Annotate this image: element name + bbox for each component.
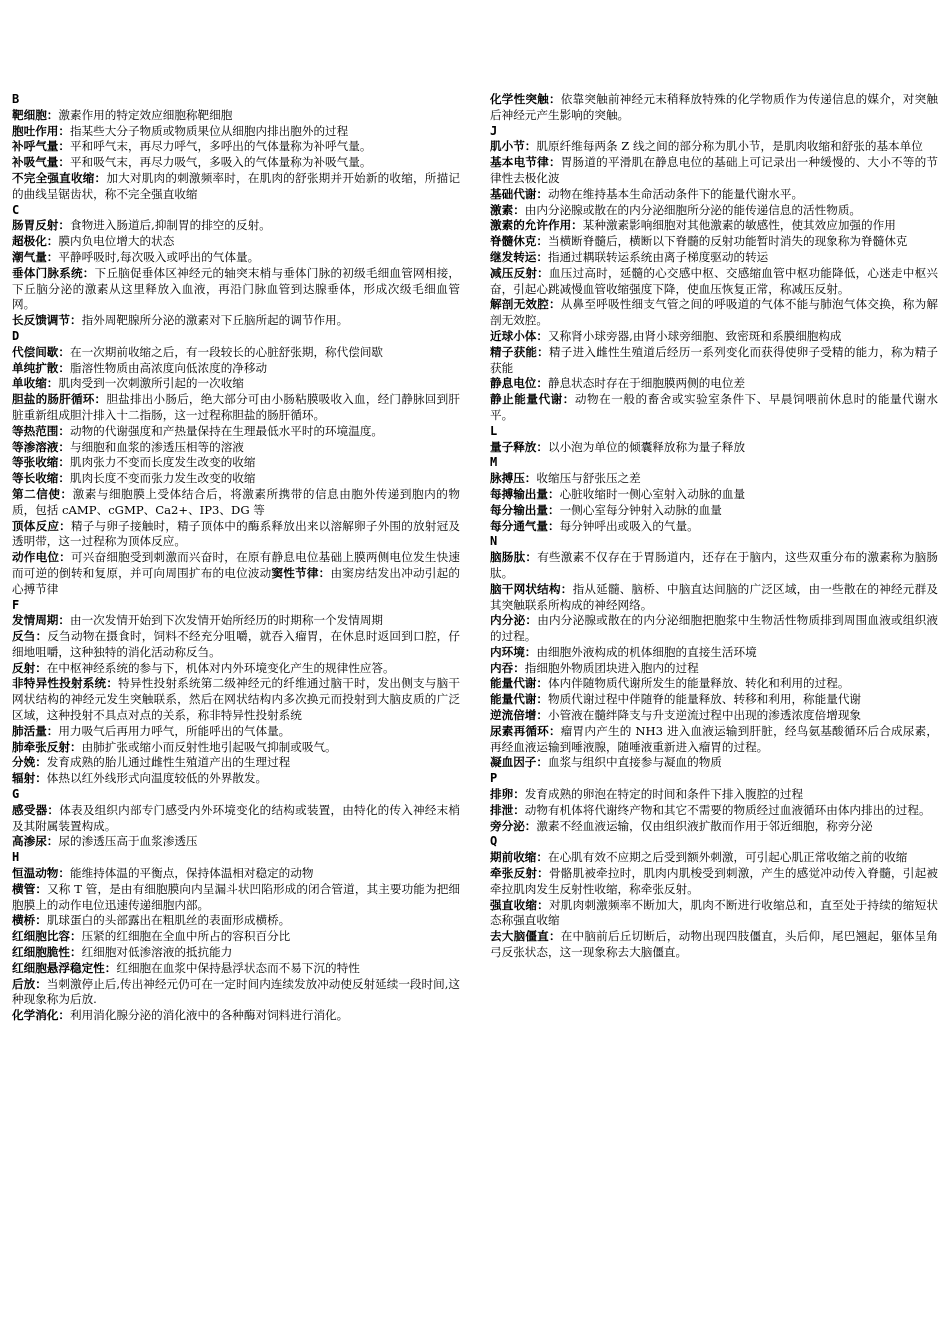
glossary-entry	[12, 740, 460, 756]
entry-term: 内吞：	[490, 660, 525, 675]
entry-term: 旁分泌：	[490, 818, 537, 833]
glossary-entry	[490, 645, 938, 661]
entry-definition: 由一次发情开始到下次发情开始所经历的时期称一个发情周期	[69, 613, 384, 628]
entry-term: 不完全强直收缩：	[12, 170, 107, 185]
entry-definition: 精子进入雌性生殖道后经历一系列变化而获得使卵子受精的能力，称为精子获能	[490, 344, 938, 375]
entry-definition: 依靠突触前神经元末稍释放特殊的化学物质作为传递信息的媒介，对突触后神经元产生影响的突触。	[490, 92, 938, 122]
entry-term: 强直收缩：	[490, 897, 549, 912]
entry-definition: 有些激素不仅存在于胃肠道内，还存在于脑内，这些双重分布的激素称为脑肠肽。	[490, 550, 938, 580]
entry-term: 胞吐作用：	[12, 123, 70, 138]
glossary-entry	[490, 218, 938, 234]
glossary-entry	[12, 977, 460, 1009]
glossary-entry	[12, 961, 460, 977]
entry-term: 分娩：	[12, 755, 47, 770]
glossary-entry	[490, 519, 938, 535]
entry-definition: 物质代谢过程中伴随脊的能量释放、转移和利用，称能量代谢	[547, 692, 862, 707]
entry-definition: 平和吸气末，再尽力吸气，多吸入的气体量称为补吸气量。	[69, 155, 372, 170]
entry-term: 排卵：	[490, 787, 525, 802]
entry-term: 红细胞脆性：	[12, 945, 82, 960]
entry-term: 继发转运：	[490, 249, 548, 264]
glossary-entry	[12, 139, 460, 155]
entry-definition: 骨骼肌被牵拉时，肌肉内肌梭受到刺激，产生的感觉冲动传入脊髓，引起被牵拉肌肉发生反射性收缩，称牵张反射。	[490, 866, 938, 896]
entry-term: 补吸气量：	[12, 155, 70, 170]
entry-term: 单收缩：	[12, 376, 59, 391]
glossary-entry	[490, 676, 938, 692]
glossary-entry	[12, 913, 460, 929]
glossary-entry	[12, 724, 460, 740]
entry-definition: 体表及组织内部专门感受内外环境变化的结构或装置，由特化的传入神经末梢及其附属装置构成。	[12, 802, 460, 833]
entry-definition: 下丘脑促垂体区神经元的轴突末梢与垂体门脉的初级毛细血管网相接，下丘脑分泌的激素从这里释放入血液，再沿门脉血管到达腺垂体，形成次级毛细血管网。	[12, 265, 460, 312]
section-letter: G	[12, 787, 20, 802]
entry-definition: 体内伴随物质代谢所发生的能量释放、转化和利用的过程。	[547, 676, 850, 691]
entry-term: 代偿间歇：	[12, 344, 70, 359]
glossary-entry	[12, 882, 460, 914]
glossary-entry	[490, 613, 938, 645]
entry-term: 高渗尿：	[12, 834, 59, 849]
section-letter: Q	[490, 834, 498, 849]
entry-term: 排泄：	[490, 802, 525, 817]
entry-definition: 在中枢神经系统的参与下，机体对内外环境变化产生的规律性应答。	[46, 660, 395, 675]
entry-definition: 每分钟呼出或吸入的气量。	[559, 518, 699, 533]
section-letter: C	[12, 202, 20, 217]
entry-definition: 一侧心室每分钟射入动脉的血量	[559, 502, 722, 517]
glossary-entry	[490, 803, 938, 819]
glossary-entry	[12, 550, 460, 597]
glossary-entry	[490, 203, 938, 219]
entry-term: 非特异性投射系统：	[12, 676, 119, 691]
glossary-entry	[490, 92, 938, 124]
entry-definition: 心脏收缩时一侧心室射入动脉的血量	[559, 486, 746, 501]
entry-definition: 与细胞和血浆的渗透压相等的溶液	[69, 439, 244, 454]
entry-term: 等渗溶液：	[12, 439, 70, 454]
entry-term: 单纯扩散：	[12, 360, 70, 375]
entry-definition: 平和呼气末，再尽力呼气，多呼出的气体量称为补呼气量。	[69, 139, 372, 154]
entry-definition: 指细胞外物质团块进入胞内的过程	[524, 660, 699, 675]
glossary-entry	[490, 155, 938, 187]
entry-definition: 能维持体温的平衡点，保持体温相对稳定的动物	[69, 866, 314, 881]
entry-term: 横桥：	[12, 913, 47, 928]
glossary-entry	[12, 108, 460, 124]
glossary-entry	[12, 234, 460, 250]
entry-definition: 又称 T 管，是由有细胞膜向内呈漏斗状凹陷形成的闭合管道，其主要功能为把细胞膜上的动作电位迅速传递细胞内部。	[12, 881, 460, 912]
entry-term: 后放：	[12, 976, 47, 991]
entry-term: 第二信使：	[12, 486, 73, 501]
entry-definition: 用力吸气后再用力呼气，所能呼出的气体量。	[58, 723, 291, 738]
entry-term: 等张收缩：	[12, 455, 70, 470]
glossary-entry	[490, 850, 938, 866]
entry-term: 顶体反应：	[12, 518, 71, 533]
entry-definition: 食物进入肠道后,抑制胃的排空的反射。	[69, 218, 271, 233]
entry-term: 凝血因子：	[490, 755, 548, 770]
entry-term: 能量代谢：	[490, 692, 548, 707]
glossary-entry	[12, 392, 460, 424]
entry-term: 解剖无效腔：	[490, 297, 561, 312]
glossary-entry	[12, 661, 460, 677]
entry-definition: 在中脑前后丘切断后，动物出现四肢僵直，头后仰，尾巴翘起，躯体呈角弓反张状态，这一现象称去大脑僵直。	[490, 929, 938, 960]
entry-term: 减压反射：	[490, 265, 549, 280]
entry-definition: 利用消化腺分泌的消化液中的各种酶对饲料进行消化。	[69, 1008, 349, 1023]
entry-term: 尿素再循环：	[490, 723, 561, 738]
entry-definition: 当刺激停止后,传出神经元仍可在一定时间内连续发放冲动使反射延续一段时间,这种现象称为后放.	[12, 976, 460, 1007]
entry-term: 横管：	[12, 881, 48, 896]
section-letter: M	[490, 455, 498, 470]
entry-term: 等热范围：	[12, 423, 70, 438]
glossary-entry	[12, 755, 460, 771]
left-column	[12, 92, 460, 1024]
glossary-entry	[490, 266, 938, 298]
entry-definition: 胃肠道的平滑肌在静息电位的基础上可记录出一种缓慢的、大小不等的节律性去极化波	[490, 155, 938, 185]
entry-term: 红细胞悬浮稳定性：	[12, 960, 117, 975]
entry-definition: 精子与卵子接触时，精子顶体中的酶系释放出来以溶解卵子外围的放射冠及透明带，这一过程称为顶体反应。	[12, 518, 460, 549]
glossary-entry	[12, 424, 460, 440]
entry-definition: 脂溶性物质由高浓度向低浓度的净移动	[69, 360, 268, 375]
entry-definition: 激素不经血液运输，仅由组织液扩散而作用于邻近细胞，称旁分泌	[536, 818, 873, 833]
entry-definition: 以小泡为单位的倾囊释放称为量子释放	[547, 439, 746, 454]
glossary-entry	[12, 266, 460, 313]
section-letter: J	[490, 123, 498, 138]
entry-term: 去大脑僵直：	[490, 929, 561, 944]
entry-term: 辐射：	[12, 771, 47, 786]
entry-definition: 由内分泌腺或散在的内分泌细胞把胞浆中生物活性物质排到周围血液或组织液的过程。	[490, 613, 938, 644]
glossary-entry	[12, 440, 460, 456]
entry-term: 肺牵张反射：	[12, 739, 82, 754]
entry-definition: 又称肾小球旁器,由肾小球旁细胞、致密斑和系膜细胞构成	[547, 328, 842, 343]
entry-term: 每搏输出量：	[490, 486, 560, 501]
entry-definition: 反刍动物在摄食时，饲料不经充分咀嚼，就吞入瘤胃，在休息时返回到口腔，仔细地咀嚼，这种独特的消化活动称反刍。	[12, 629, 460, 659]
glossary-entry	[490, 392, 938, 424]
glossary-entry	[490, 708, 938, 724]
entry-term: 基础代谢：	[490, 186, 548, 201]
entry-definition: 由内分泌腺或散在的内分泌细胞所分泌的能传递信息的活性物质。	[524, 202, 862, 217]
entry-term: 化学消化：	[12, 1008, 70, 1023]
entry-definition: 收缩压与舒张压之差	[536, 471, 641, 486]
entry-definition: 发育成熟的卵泡在特定的时间和条件下排入腹腔的过程	[524, 787, 804, 802]
section-letter: F	[12, 597, 20, 612]
entry-definition: 指外周靶腺所分泌的激素对下丘脑所起的调节作用。	[81, 313, 349, 328]
right-column	[490, 92, 938, 961]
glossary-entry	[490, 487, 938, 503]
entry-term: 逆流倍增：	[490, 708, 548, 723]
entry-definition: 由肺扩张或缩小而反射性地引起吸气抑制或吸气。	[81, 739, 337, 754]
glossary-entry	[12, 613, 460, 629]
entry-term: 肠胃反射：	[12, 218, 70, 233]
entry-definition: 指从延髓、脑桥、中脑直达间脑的广泛区域，由一些散在的神经元群及其突触联系所构成的神经网络。	[490, 581, 938, 612]
entry-definition: 红细胞对低渗溶液的抵抗能力	[81, 945, 233, 960]
entry-term: 量子释放：	[490, 439, 548, 454]
entry-definition: 瘤胃内产生的 NH3 进入血液运输到肝脏，经鸟氨基酸循环后合成尿素，再经血液运输到唾液腺，随唾液重新进入瘤胃的过程。	[490, 723, 938, 754]
glossary-entry	[490, 187, 938, 203]
section-letter: N	[490, 534, 498, 549]
section-letter: L	[490, 423, 498, 438]
entry-term: 等长收缩：	[12, 471, 70, 486]
glossary-entry	[12, 866, 460, 882]
glossary-entry	[490, 819, 938, 835]
entry-definition: 小管液在髓绊降支与升支逆流过程中出现的渗透浓度倍增现象	[547, 708, 862, 723]
entry-term: 精子获能：	[490, 344, 549, 359]
glossary-entry	[12, 487, 460, 519]
entry-term: 激素的允许作用：	[490, 218, 583, 233]
glossary-entry	[490, 550, 938, 582]
glossary-entry	[12, 313, 460, 329]
entry-term: 脑干网状结构：	[490, 581, 573, 596]
entry-definition: 在心肌有效不应期之后受到额外刺激，可引起心肌正常收缩之前的收缩	[547, 850, 908, 865]
entry-definition: 动物的代谢强度和产热量保持在生理最低水平时的环境温度。	[69, 423, 384, 438]
glossary-entry	[490, 929, 938, 961]
glossary-entry	[490, 139, 938, 155]
entry-term: 肌小节：	[490, 139, 537, 154]
entry-definition: 肌球蛋白的头部露出在粗肌丝的表面形成横桥。	[46, 913, 291, 928]
entry-definition: 可兴奋细胞受到刺激而兴奋时，在原有静息电位基础上膜两侧电位发生快速而可逆的倒转和复原，并可向周围扩布的电位波动	[12, 550, 460, 580]
section-letter: P	[490, 771, 498, 786]
glossary-entry	[490, 440, 938, 456]
entry-term: 红细胞比容：	[12, 929, 82, 944]
entry-term: 静息电位：	[490, 376, 548, 391]
entry-term: 内分泌：	[490, 613, 538, 628]
glossary-entry	[490, 898, 938, 930]
glossary-entry	[12, 471, 460, 487]
entry-definition: 膜内负电位增大的状态	[58, 234, 175, 249]
glossary-entry	[12, 455, 460, 471]
entry-definition: 对肌肉刺激频率不断加大，肌肉不断进行收缩总和，直至处于持续的缩短状态称强直收缩	[490, 897, 938, 928]
entry-term: 激素：	[490, 202, 525, 217]
entry-term: 反射：	[12, 660, 47, 675]
entry-term: 能量代谢：	[490, 676, 548, 691]
entry-term: 窦性节律：	[271, 565, 331, 580]
entry-definition: 胆盐排出小肠后，绝大部分可由小肠粘膜吸收入血，经门静脉回到肝脏重新组成胆汁排入十二指肠，这一过程称胆盐的肠肝循环。	[12, 392, 460, 422]
glossary-entry	[12, 218, 460, 234]
entry-definition: 激素作用的特定效应细胞称靶细胞	[58, 107, 233, 122]
glossary-entry	[490, 329, 938, 345]
glossary-entry	[490, 582, 938, 614]
entry-definition: 由窦房结发出冲动引起的心搏节律	[12, 565, 460, 596]
entry-definition: 特异性投射系统第二级神经元的纤维通过脑干时，发出侧支与脑干网状结构的神经元发生突触联系，然后在网状结构内多次换元而投射到大脑皮质的广泛区域，这种投射不具点对点的关系，称非特异性投射系统	[12, 676, 460, 723]
entry-term: 脊髓休克：	[490, 234, 548, 249]
glossary-entry	[12, 155, 460, 171]
entry-term: 化学性突触：	[490, 92, 561, 106]
glossary-entry	[12, 345, 460, 361]
entry-term: 脉搏压：	[490, 471, 537, 486]
entry-definition: 肌原纤维每两条 Z 线之间的部分称为肌小节，是肌肉收缩和舒张的基本单位	[536, 139, 923, 154]
glossary-entry	[490, 234, 938, 250]
entry-term: 胆盐的肠肝循环：	[12, 392, 107, 407]
entry-term: 恒温动物：	[12, 866, 70, 881]
entry-definition: 在一次期前收缩之后，有一段较长的心脏舒张期，称代偿间歇	[69, 344, 384, 359]
entry-definition: 动物在维持基本生命活动条件下的能量代谢水平。	[547, 186, 804, 201]
glossary-entry	[490, 787, 938, 803]
glossary-entry	[12, 929, 460, 945]
entry-term: 期前收缩：	[490, 850, 548, 865]
entry-definition: 尿的渗透压高于血浆渗透压	[58, 834, 198, 849]
entry-definition: 由细胞外液构成的机体细胞的直接生活环境	[536, 644, 757, 659]
glossary-entry	[12, 945, 460, 961]
glossary-entry	[490, 297, 938, 329]
entry-definition: 血压过高时，延髓的心交感中枢、交感缩血管中枢功能降低，心迷走中枢兴奋，引起心跳减慢血管收缩强度下降，使血压恢复正常，称减压反射。	[490, 265, 938, 296]
entry-definition: 静息状态时存在于细胞膜两侧的电位差	[547, 376, 746, 391]
glossary-entry	[490, 503, 938, 519]
entry-definition: 动物有机体将代谢终产物和其它不需要的物质经过血液循环由体内排出的过程。	[524, 802, 931, 817]
glossary-entry	[12, 676, 460, 723]
entry-term: 潮气量：	[12, 249, 59, 264]
entry-definition: 某种激素影响细胞对其他激素的敏感性，使其效应加强的作用	[582, 218, 896, 233]
glossary-entry	[12, 834, 460, 850]
entry-term: 发情周期：	[12, 613, 70, 628]
section-letter: B	[12, 92, 20, 106]
entry-definition: 指某些大分子物质或物质果位从细胞内排出胞外的过程	[69, 123, 349, 138]
entry-term: 补呼气量：	[12, 139, 70, 154]
entry-term: 每分输出量：	[490, 502, 560, 517]
glossary-entry	[12, 171, 460, 203]
section-letter: H	[12, 850, 20, 865]
entry-term: 脑肠肽：	[490, 550, 538, 565]
entry-definition: 红细胞在血浆中保持悬浮状态而不易下沉的特性	[116, 960, 360, 975]
entry-term: 内环境：	[490, 644, 537, 659]
entry-definition: 平静呼吸时,每次吸入或呼出的气体量。	[58, 249, 260, 264]
entry-definition: 当横断脊髓后，横断以下脊髓的反射功能暂时消失的现象称为脊髓休克	[547, 234, 908, 249]
entry-term: 垂体门脉系统：	[12, 265, 95, 280]
entry-term: 每分通气量：	[490, 518, 560, 533]
entry-definition: 指通过耦联转运系统由离子梯度驱动的转运	[547, 249, 769, 264]
glossary-entry	[490, 755, 938, 771]
entry-term: 动作电位：	[12, 550, 71, 565]
entry-definition: 从鼻至呼吸性细支气管之间的呼吸道的气体不能与肺泡气体交换，称为解剖无效腔。	[490, 297, 938, 328]
glossary-entry	[12, 771, 460, 787]
entry-term: 肺活量：	[12, 723, 59, 738]
glossary-entry	[490, 250, 938, 266]
entry-definition: 压紧的红细胞在全血中所占的容积百分比	[81, 929, 291, 944]
entry-term: 长反馈调节：	[12, 313, 82, 328]
entry-term: 基本电节律：	[490, 155, 561, 170]
entry-definition: 肌肉张力不变而长度发生改变的收缩	[69, 455, 256, 470]
glossary-entry	[490, 692, 938, 708]
entry-definition: 动物在一般的畜舍或实验室条件下、早晨饲喂前休息时的能量代谢水平。	[490, 392, 938, 422]
entry-definition: 血浆与组织中直接参与凝血的物质	[547, 755, 722, 770]
glossary-entry	[12, 124, 460, 140]
entry-definition: 发育成熟的胎儿通过雌性生殖道产出的生理过程	[46, 755, 291, 770]
glossary-entry	[490, 724, 938, 756]
glossary-entry	[12, 1008, 460, 1024]
section-letter: D	[12, 328, 20, 343]
entry-term: 超极化：	[12, 234, 59, 249]
entry-term: 感受器：	[12, 802, 60, 817]
entry-definition: 肌肉长度不变而张力发生改变的收缩	[69, 471, 256, 486]
glossary-entry	[12, 629, 460, 661]
glossary-entry	[490, 471, 938, 487]
glossary-entry	[490, 866, 938, 898]
glossary-entry	[12, 803, 460, 835]
glossary-entry	[12, 250, 460, 266]
entry-term: 静止能量代谢：	[490, 392, 575, 407]
glossary-entry	[490, 661, 938, 677]
entry-term: 近球小体：	[490, 328, 548, 343]
glossary-entry	[490, 376, 938, 392]
glossary-entry	[12, 519, 460, 551]
entry-definition: 体热以红外线形式向温度较低的外界散发。	[46, 771, 268, 786]
entry-term: 反刍：	[12, 629, 48, 644]
entry-definition: 肌肉受到一次刺激所引起的一次收缩	[58, 376, 244, 391]
glossary-entry	[12, 361, 460, 377]
entry-definition: 加大对肌肉的刺激频率时，在肌肉的舒张期并开始新的收缩，所描记的曲线呈锯齿状，称不完全强直收缩	[12, 170, 460, 201]
entry-term: 靶细胞：	[12, 107, 59, 122]
entry-term: 牵张反射：	[490, 866, 549, 881]
entry-definition: 激素与细胞膜上受体结合后，将激素所携带的信息由胞外传递到胞内的物质，包括 cAMP、cGMP、Ca2+、IP3、DG 等	[12, 486, 460, 517]
glossary-entry	[12, 376, 460, 392]
glossary-entry	[490, 345, 938, 377]
